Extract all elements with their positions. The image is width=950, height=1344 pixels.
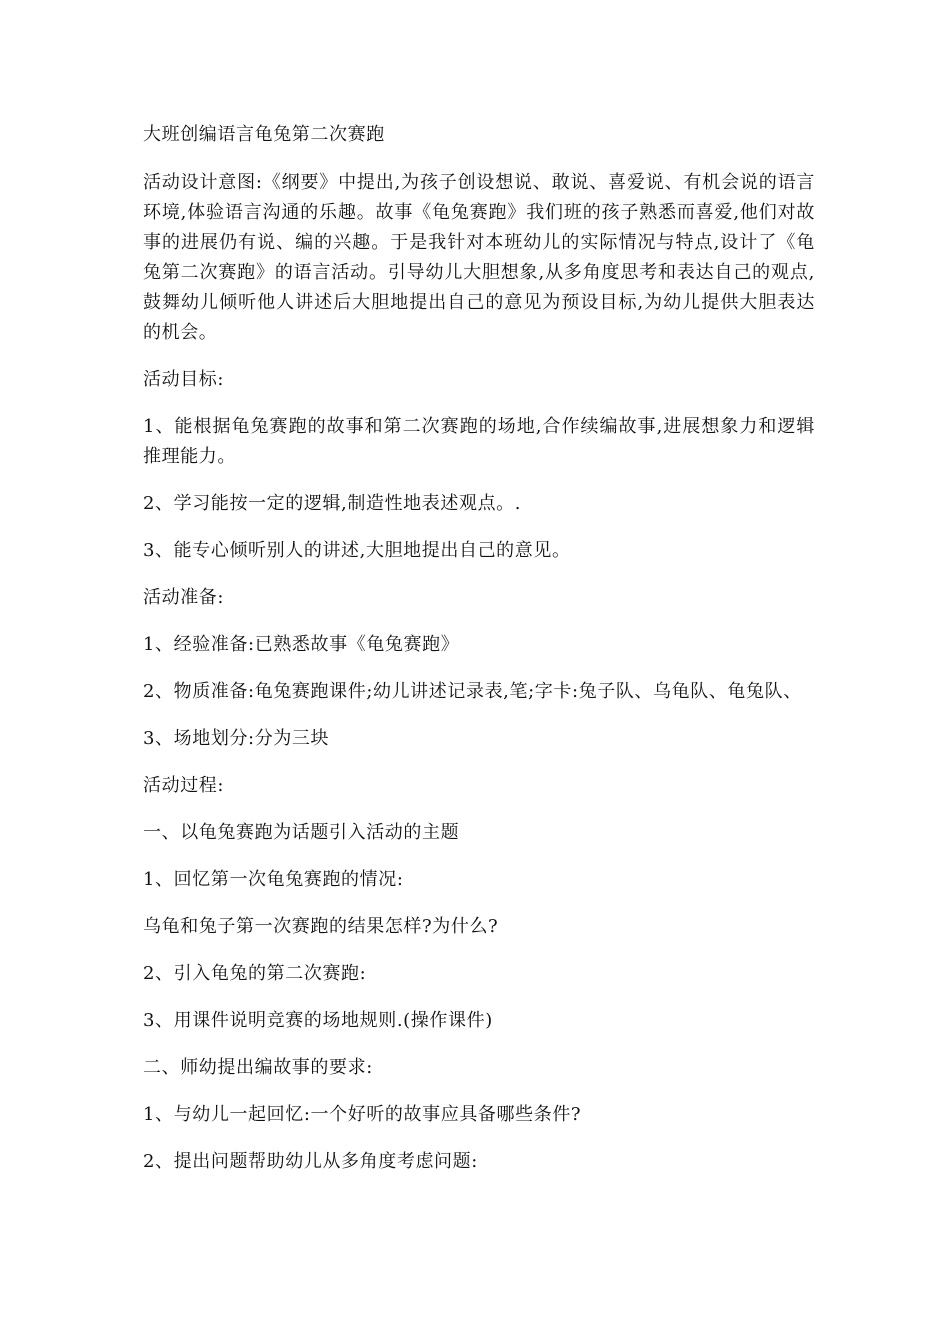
paragraph-design-intent: 活动设计意图:《纲要》中提出,为孩子创设想说、敢说、喜爱说、有机会说的语言环境,体验语言沟通的乐趣。故事《龟兔赛跑》我们班的孩子熟悉而喜爱,他们对故事的进展仍有说、编的兴趣。于是我针对本班幼儿的实际情况与特点,设计了《龟兔第二次赛跑》的语言活动。引导幼儿大胆想象,从多角度思考和表达自己的观点,鼓舞幼儿倾听他人讲述后大胆地提出自己的意见为预设目标,为幼儿提供大胆表达的机会。 [143, 172, 815, 343]
process-step-1-3: 3、用课件说明竞赛的场地规则.(操作课件) [143, 1010, 493, 1031]
preparation-item-2: 2、物质准备:龟兔赛跑课件;幼儿讲述记录表,笔;字卡:兔子队、乌龟队、龟兔队、 [143, 681, 802, 702]
process-step-2-2: 2、提出问题帮助幼儿从多角度考虑问题: [143, 1151, 478, 1172]
preparation-item-3: 3、场地划分:分为三块 [143, 728, 330, 749]
process-section-2: 二、师幼提出编故事的要求: [143, 1057, 373, 1078]
goal-item-1: 1、能根据龟兔赛跑的故事和第二次赛跑的场地,合作续编故事,进展想象力和逻辑推理能力。 [143, 416, 815, 467]
process-step-2-1: 1、与幼儿一起回忆:一个好听的故事应具备哪些条件? [143, 1104, 582, 1125]
heading-activity-process: 活动过程: [143, 775, 225, 796]
process-section-1: 一、以龟兔赛跑为话题引入活动的主题 [143, 822, 460, 843]
goal-item-3: 3、能专心倾听别人的讲述,大胆地提出自己的意见。 [143, 540, 571, 561]
document-title: 大班创编语言龟兔第二次赛跑 [143, 124, 385, 145]
process-step-1-1: 1、回忆第一次龟兔赛跑的情况: [143, 869, 404, 890]
heading-activity-goals: 活动目标: [143, 369, 225, 390]
document-body [143, 120, 815, 1194]
goal-item-2: 2、学习能按一定的逻辑,制造性地表述观点。. [143, 493, 522, 514]
process-question: 乌龟和兔子第一次赛跑的结果怎样?为什么? [143, 916, 499, 937]
process-step-1-2: 2、引入龟兔的第二次赛跑: [143, 963, 367, 984]
heading-activity-preparation: 活动准备: [143, 587, 225, 608]
preparation-item-1: 1、经验准备:已熟悉故事《龟兔赛跑》 [143, 634, 460, 655]
